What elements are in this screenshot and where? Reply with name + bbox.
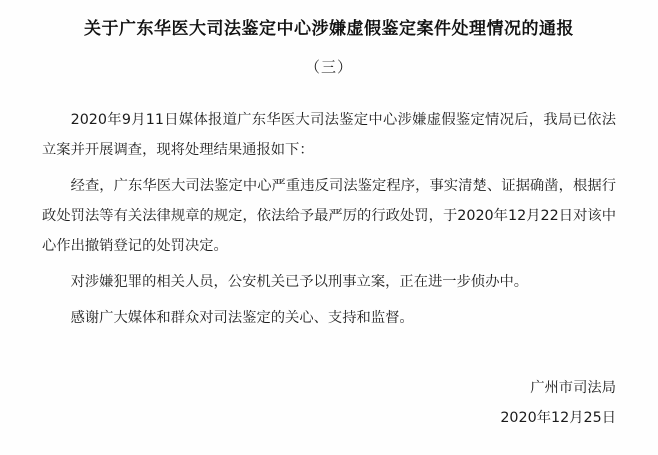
page-title: 关于广东华医大司法鉴定中心涉嫌虚假鉴定案件处理情况的通报 bbox=[84, 19, 574, 39]
paragraph: 感谢广大媒体和群众对司法鉴定的关心、支持和监督。 bbox=[70, 309, 414, 326]
signature-date: 2020年12月25日 bbox=[500, 410, 616, 426]
paragraph: 对涉嫌犯罪的相关人员，公安机关已予以刑事立案，正在进一步侦办中。 bbox=[70, 273, 529, 290]
paragraph: 经查，广东华医大司法鉴定中心严重违反司法鉴定程序，事实清楚、证据确凿，根据行政处罚法等有关法律规章的规定，依法给予最严厉的行政处罚，于2020年12月22日对该中心作出撤销登记的处罚决定。 bbox=[42, 177, 616, 254]
paragraph: 2020年9月11日媒体报道广东华医大司法鉴定中心涉嫌虚假鉴定情况后，我局已依法立案并开展调查，现将处理结果通报如下： bbox=[42, 111, 616, 158]
signature-issuer: 广州市司法局 bbox=[530, 380, 616, 396]
document-subtitle: （三） bbox=[304, 57, 353, 76]
signature-block bbox=[500, 373, 616, 433]
document-body bbox=[0, 105, 658, 333]
